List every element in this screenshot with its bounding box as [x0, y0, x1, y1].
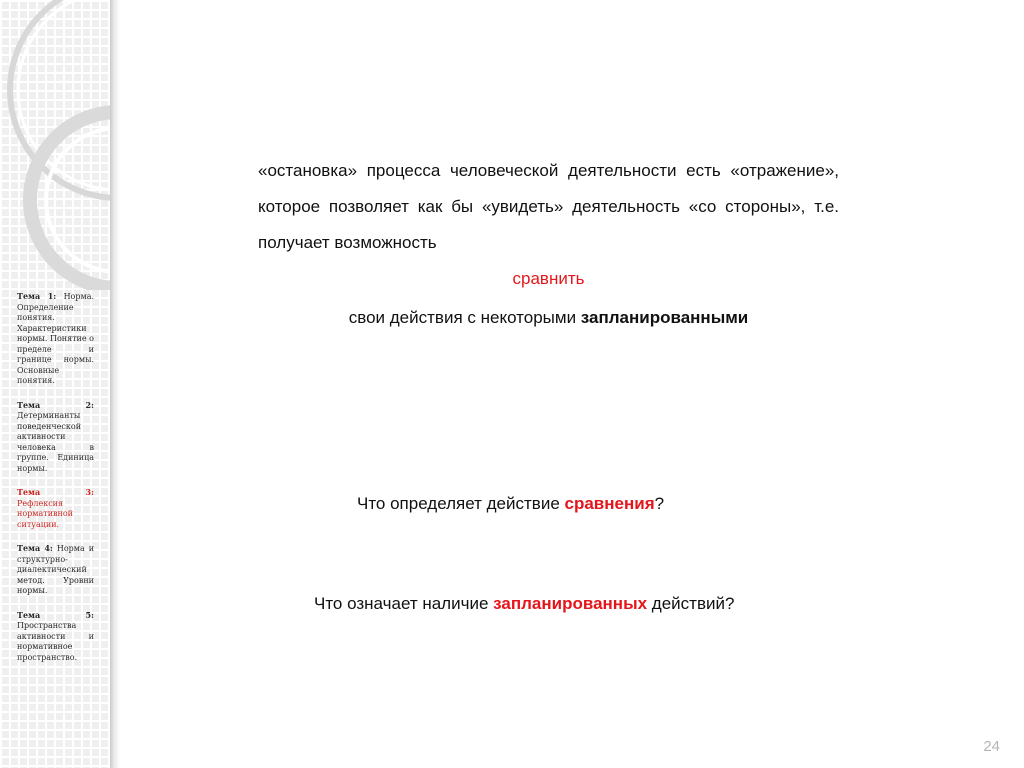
topic-label: Тема 5: — [17, 609, 94, 620]
topic-item-1[interactable] — [17, 291, 94, 387]
topic-label: Тема 2: — [17, 399, 94, 410]
page-number: 24 — [983, 738, 1000, 755]
q2-suffix: действий? — [651, 594, 735, 613]
q1-highlight: сравнения — [564, 494, 655, 513]
topic-text: Пространства активности и нормативное пространство. — [17, 621, 94, 662]
topic-text: Рефлексия нормативной ситуации. — [17, 498, 74, 529]
topic-item-3-active[interactable] — [17, 487, 94, 530]
slide-content — [258, 153, 839, 327]
question-comparison — [357, 494, 664, 514]
sidebar-shadow — [110, 0, 120, 768]
compare-word: сравнить — [512, 269, 585, 288]
decorative-rings — [0, 0, 112, 290]
topic-item-5[interactable] — [17, 610, 94, 664]
topic-text: Детерминанты поведенческой активности человека в группе. Единица нормы. — [17, 411, 94, 473]
question-planned — [314, 594, 734, 614]
topic-list — [17, 291, 94, 676]
planned-actions-line — [258, 308, 839, 328]
topic-label: Тема 4: — [17, 543, 53, 553]
q2-prefix: Что означает наличие — [314, 594, 489, 613]
topic-text: Норма и структурно-диалектический метод. Уровни нормы. — [17, 544, 95, 595]
line2-prefix: свои действия с некоторыми — [348, 308, 577, 327]
q1-prefix: Что определяет действие — [357, 494, 560, 513]
q2-highlight: запланированных — [493, 594, 648, 613]
topic-item-2[interactable] — [17, 400, 94, 475]
line2-bold: запланированными — [580, 308, 749, 327]
intro-paragraph: «остановка» процесса человеческой деятельности есть «отражение», которое позволяет как бы «увидеть» деятельность «со стороны», т.е. получает возможность — [258, 161, 839, 252]
sidebar — [0, 0, 112, 768]
q1-suffix: ? — [654, 494, 665, 513]
topic-label: Тема 1: — [17, 291, 57, 301]
topic-text: Норма. Определение понятия. Характеристики нормы. Понятие о пределе и границе нормы. Основные понятия. — [17, 292, 95, 385]
topic-label: Тема 3: — [17, 487, 94, 497]
topic-item-4[interactable] — [17, 543, 94, 597]
